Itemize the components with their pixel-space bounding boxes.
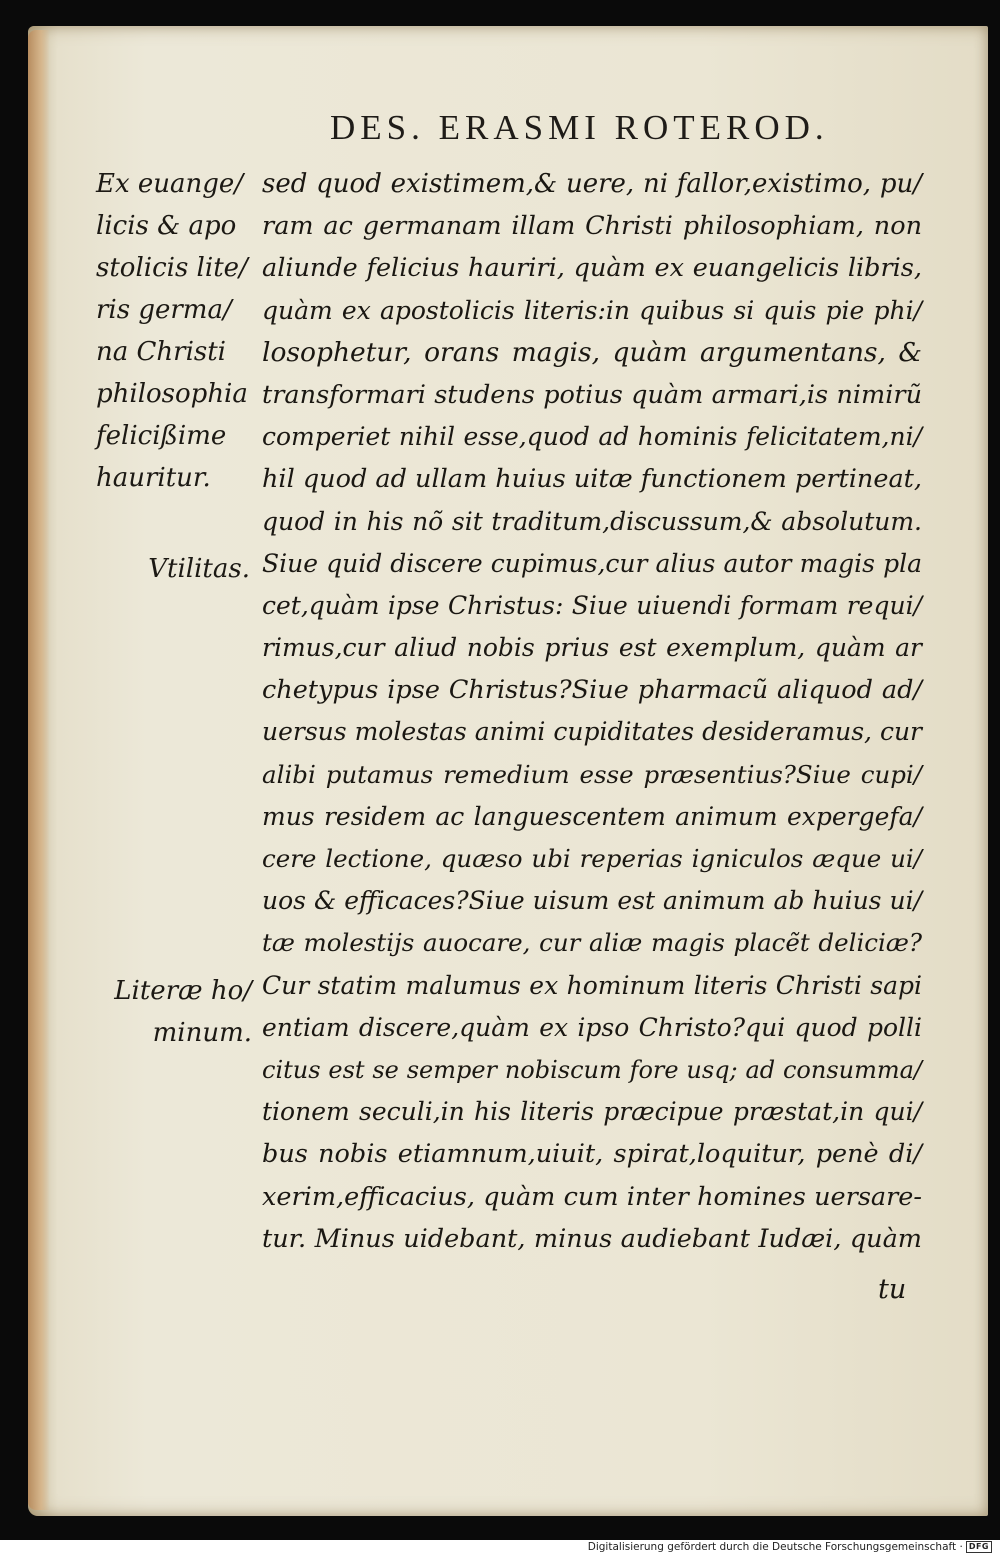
running-head: DES. ERASMI ROTEROD. xyxy=(330,108,829,147)
text-line: Cur statim malumus ex hominum literis Christi sapi xyxy=(262,970,922,1000)
margin-note-line: philosophia xyxy=(96,379,248,409)
margin-note-line: Ex euange/ xyxy=(96,169,244,199)
text-line: rimus,cur aliud nobis prius est exemplum, quàm ar xyxy=(262,633,922,663)
text-line: comperiet nihil esse,quod ad hominis felicitatem,ni/ xyxy=(262,422,922,452)
text-line: hil quod ad ullam huius uitæ functionem pertineat, xyxy=(262,464,922,495)
text-line: citus est se semper nobiscum fore usq; ad consumma/ xyxy=(262,1055,922,1084)
text-line: uos & efficaces?Siue uisum est animum ab huius ui/ xyxy=(262,886,922,916)
text-line: uersus molestas animi cupiditates desideramus, cur xyxy=(262,717,922,747)
margin-note-line: ris germa/ xyxy=(96,295,232,325)
digitization-footer xyxy=(588,1541,992,1553)
margin-note-human-letters xyxy=(100,970,252,1054)
text-line: alibi putamus remedium esse præsentius?Siue cupi/ xyxy=(262,759,922,789)
margin-note-line: na Christi xyxy=(96,337,226,367)
text-line: quod in his nõ sit traditum,discussum,& absolutum. xyxy=(262,506,922,536)
text-line: tur. Minus uidebant, minus audiebant Iudæi, quàm xyxy=(262,1223,922,1254)
margin-note-line: hauritur. xyxy=(96,463,211,493)
text-line: bus nobis etiamnum,uiuit, spirat,loquitur, penè di/ xyxy=(262,1139,922,1170)
catchword: tu xyxy=(878,1274,907,1305)
text-line: ram ac germanam illam Christi philosophiam, non xyxy=(262,211,922,242)
margin-note-utility: Vtilitas. xyxy=(148,554,250,584)
text-line: tionem seculi,in his literis præcipue præstat,in qui/ xyxy=(262,1097,922,1127)
margin-note-line: Literæ ho/ xyxy=(114,976,252,1006)
margin-note-line: minum. xyxy=(152,1018,252,1048)
page-edge xyxy=(28,30,50,1510)
dfg-logo-icon: DFG xyxy=(966,1541,992,1553)
text-line: Siue quid discere cupimus,cur alius autor magis pla xyxy=(262,548,922,578)
main-text-block xyxy=(262,163,922,1260)
footer-text: Digitalisierung gefördert durch die Deutsche Forschungsgemeinschaft · xyxy=(587,1541,963,1553)
text-line: quàm ex apostolicis literis:in quibus si quis pie phi/ xyxy=(262,295,922,325)
margin-note-line: stolicis lite/ xyxy=(96,253,248,283)
text-line: mus residem ac languescentem animum expergefa/ xyxy=(262,801,922,831)
margin-note-line: licis & apo xyxy=(96,211,237,241)
text-line: cere lectione, quæso ubi reperias igniculos æque ui/ xyxy=(262,844,922,873)
text-line: xerim,efficacius, quàm cum inter homines uersare- xyxy=(262,1181,922,1212)
margin-note-sources xyxy=(96,163,248,499)
text-line: sed quod existimem,& uere, ni fallor,existimo, pu/ xyxy=(262,169,922,199)
text-line: losophetur, orans magis, quàm argumentans, & xyxy=(262,336,922,368)
text-line: chetypus ipse Christus?Siue pharmacũ aliquod ad/ xyxy=(262,675,922,706)
margin-note-line: felicißime xyxy=(96,421,227,451)
text-line: transformari studens potius quàm armari,is nimirũ xyxy=(262,379,922,410)
text-line: aliunde felicius hauriri, quàm ex euangelicis libris, xyxy=(262,253,922,284)
text-line: entiam discere,quàm ex ipso Christo?qui quod polli xyxy=(262,1012,922,1042)
text-line: cet,quàm ipse Christus: Siue uiuendi formam requi/ xyxy=(262,590,922,620)
text-line: tæ molestijs auocare, cur aliæ magis placẽt deliciæ? xyxy=(262,928,922,958)
